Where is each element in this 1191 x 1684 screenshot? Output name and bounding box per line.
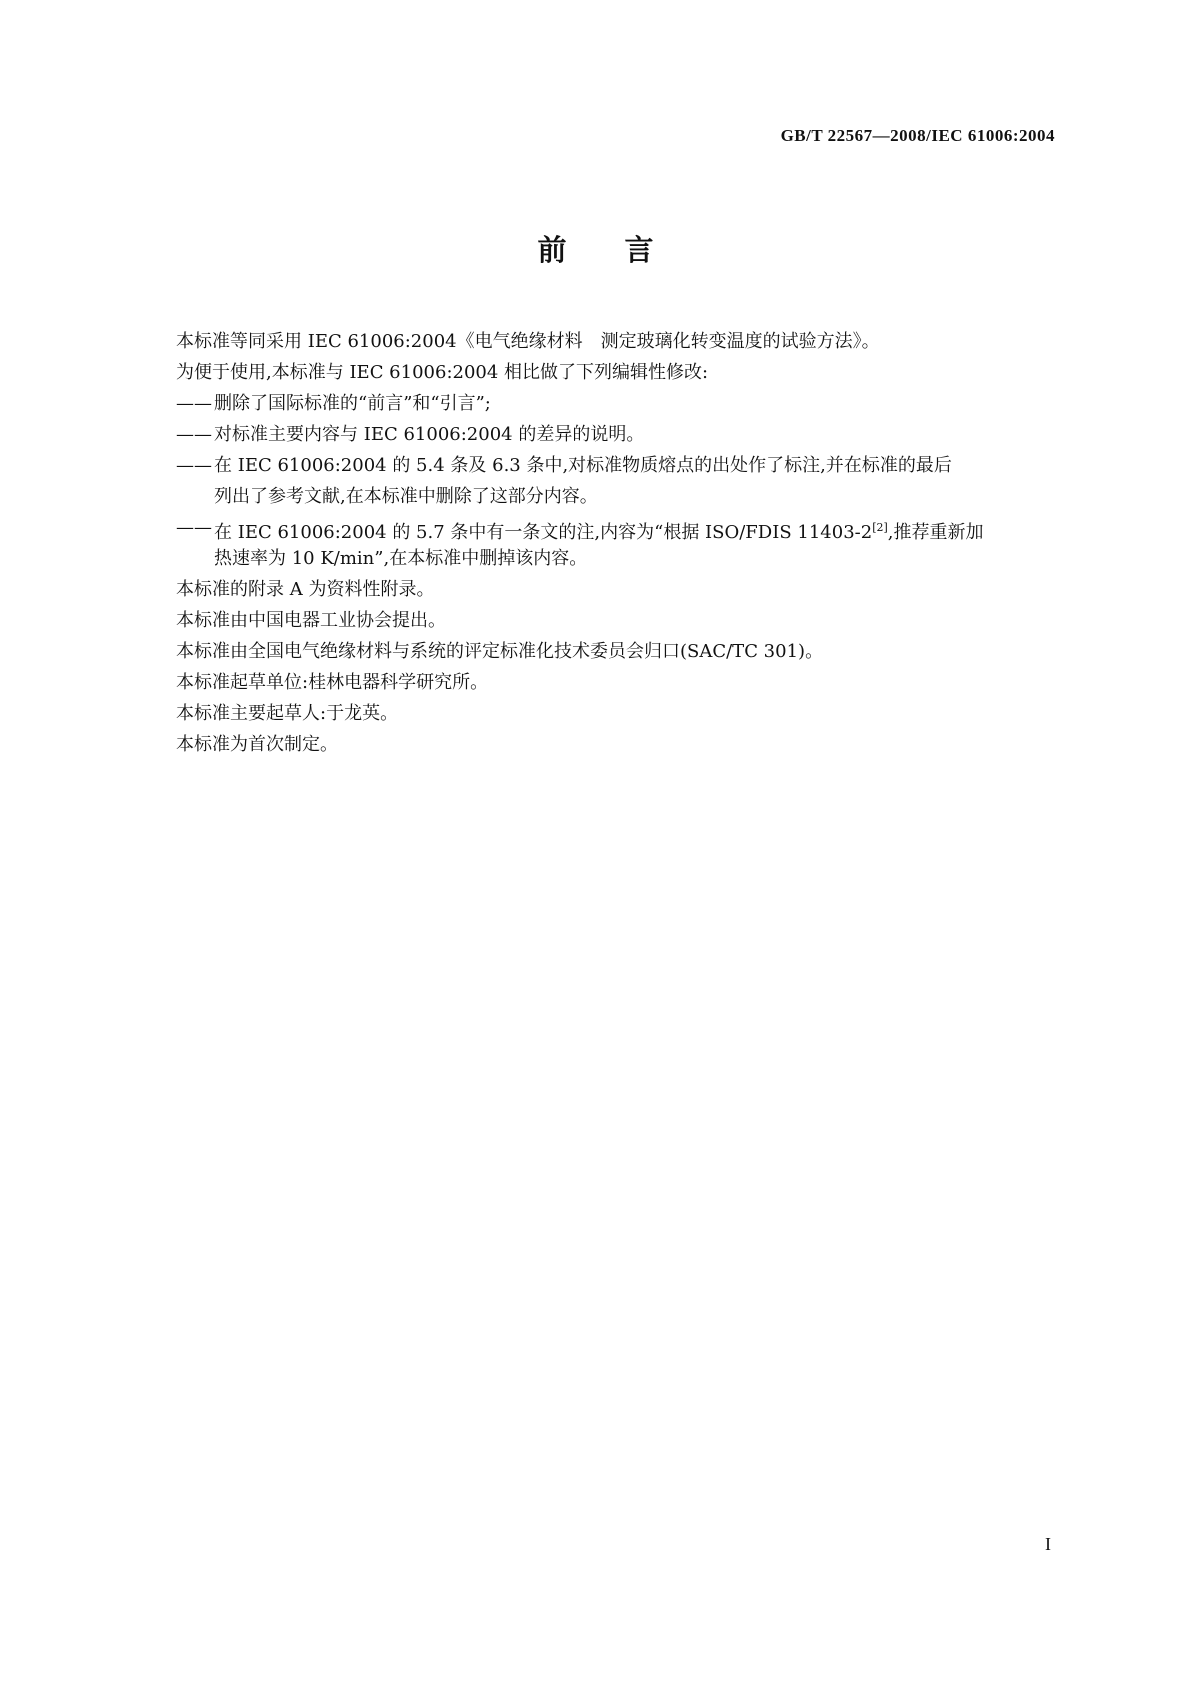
dash-marker: —— — [176, 455, 212, 476]
change-text: 在 IEC 61006:2004 的 5.4 条及 6.3 条中,对标准物质熔点的出处作了标注,并在标准的最后 — [214, 455, 952, 476]
page-number: I — [1045, 1534, 1051, 1554]
change-item-2 — [176, 419, 1056, 450]
change-text: 对标准主要内容与 IEC 61006:2004 的差异的说明。 — [214, 424, 645, 445]
page-title: 前言 — [537, 233, 712, 267]
standard-code-header: GB/T 22567—2008/IEC 61006:2004 — [780, 126, 1055, 145]
dash-marker: —— — [176, 517, 212, 538]
change-text-tail: ,推荐重新加 — [887, 522, 984, 543]
change-item-1 — [176, 388, 1056, 419]
change-item-3 — [176, 450, 1056, 481]
paragraph-adoption: 本标准等同采用 IEC 61006:2004《电气绝缘材料 测定玻璃化转变温度的试验方法》。 — [176, 331, 880, 352]
change-item-4 — [176, 512, 1056, 543]
paragraph-annex: 本标准的附录 A 为资料性附录。 — [176, 579, 435, 600]
paragraph-first-edition: 本标准为首次制定。 — [176, 734, 338, 755]
change-text: 删除了国际标准的“前言”和“引言”; — [214, 393, 491, 414]
paragraph-committee: 本标准由全国电气绝缘材料与系统的评定标准化技术委员会归口(SAC/TC 301)。 — [176, 641, 824, 662]
foreword-body — [176, 326, 1056, 760]
dash-marker: —— — [176, 424, 212, 445]
change-item-3-continued: 列出了参考文献,在本标准中删除了这部分内容。 — [214, 486, 598, 507]
reference-superscript: [2] — [872, 521, 888, 534]
change-text: 在 IEC 61006:2004 的 5.7 条中有一条文的注,内容为“根据 ISO/FDIS 11403-2 — [214, 522, 873, 543]
paragraph-changes-intro: 为便于使用,本标准与 IEC 61006:2004 相比做了下列编辑性修改: — [176, 362, 709, 383]
paragraph-proposer: 本标准由中国电器工业协会提出。 — [176, 610, 446, 631]
paragraph-drafter: 本标准主要起草人:于龙英。 — [176, 703, 399, 724]
paragraph-drafting-unit: 本标准起草单位:桂林电器科学研究所。 — [176, 672, 489, 693]
dash-marker: —— — [176, 393, 212, 414]
change-item-4-continued: 热速率为 10 K/min”,在本标准中删掉该内容。 — [214, 548, 588, 569]
